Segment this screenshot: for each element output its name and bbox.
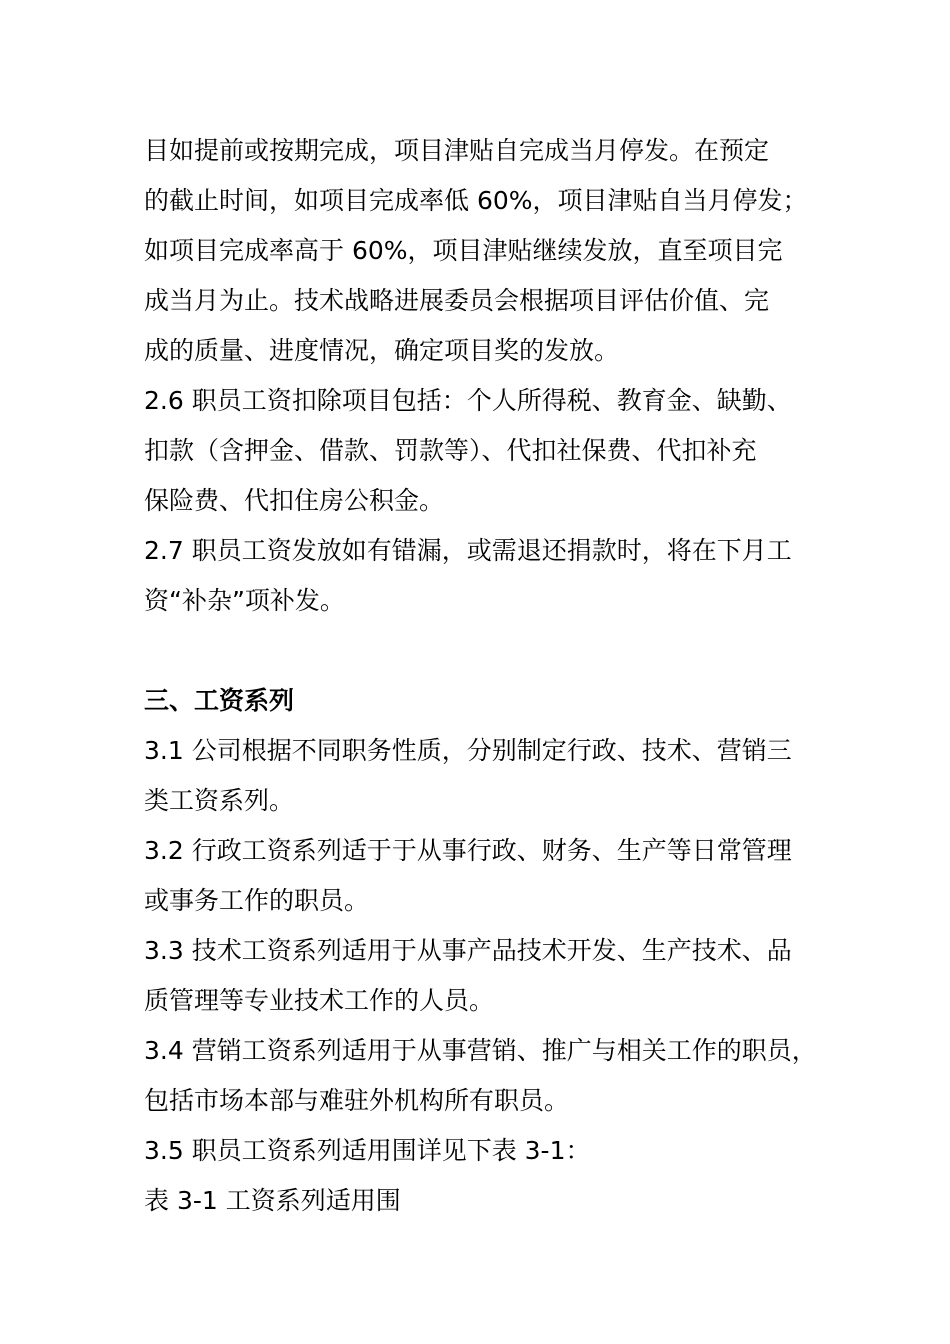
paragraph-3-1: [144, 726, 824, 826]
text-line: 3.3 技术工资系列适用于从事产品技术开发、生产技术、品: [144, 936, 792, 965]
blank-line: [144, 626, 824, 676]
text-line: 成当月为止。技术战略进展委员会根据项目评估价值、完: [144, 286, 770, 315]
text-line: 目如提前或按期完成，项目津贴自完成当月停发。在预定: [144, 136, 770, 165]
paragraph-3-5: [144, 1126, 824, 1176]
text-line: 保险费、代扣住房公积金。: [144, 486, 445, 515]
table-caption: 表 3-1 工资系列适用围: [144, 1186, 401, 1215]
section-heading: 三、工资系列: [144, 686, 295, 715]
text-line: 2.7 职员工资发放如有错漏，或需退还捐款时，将在下月工: [144, 536, 792, 565]
text-line: 质管理等专业技术工作的人员。: [144, 986, 495, 1015]
section-3: [144, 676, 824, 1226]
text-line: 资“补杂”项补发。: [144, 586, 345, 615]
text-line: 包括市场本部与难驻外机构所有职员。: [144, 1086, 570, 1115]
text-line: 或事务工作的职员。: [144, 886, 370, 915]
text-line: 扣款（含押金、借款、罚款等）、代扣社保费、代扣补充: [144, 436, 757, 465]
paragraph-3-2: [144, 826, 824, 926]
paragraph-3-3: [144, 926, 824, 1026]
text-line: 的截止时间，如项目完成率低 60%，项目津贴自当月停发；: [144, 186, 808, 215]
paragraph-2-6: [144, 376, 824, 526]
text-line: 2.6 职员工资扣除项目包括：个人所得税、教育金、缺勤、: [144, 386, 792, 415]
text-line: 3.5 职员工资系列适用围详见下表 3-1：: [144, 1136, 591, 1165]
paragraph-2-5-continuation: [144, 126, 824, 376]
paragraph-2-7: [144, 526, 824, 626]
paragraph-3-4: [144, 1026, 824, 1126]
document-body: [144, 126, 824, 1226]
text-line: 如项目完成率高于 60%，项目津贴继续发放，直至项目完: [144, 236, 783, 265]
text-line: 3.4 营销工资系列适用于从事营销、推广与相关工作的职员，: [144, 1036, 817, 1065]
text-line: 成的质量、进度情况，确定项目奖的发放。: [144, 336, 620, 365]
text-line: 3.2 行政工资系列适于于从事行政、财务、生产等日常管理: [144, 836, 792, 865]
text-line: 3.1 公司根据不同职务性质，分别制定行政、技术、营销三: [144, 736, 792, 765]
text-line: 类工资系列。: [144, 786, 295, 815]
